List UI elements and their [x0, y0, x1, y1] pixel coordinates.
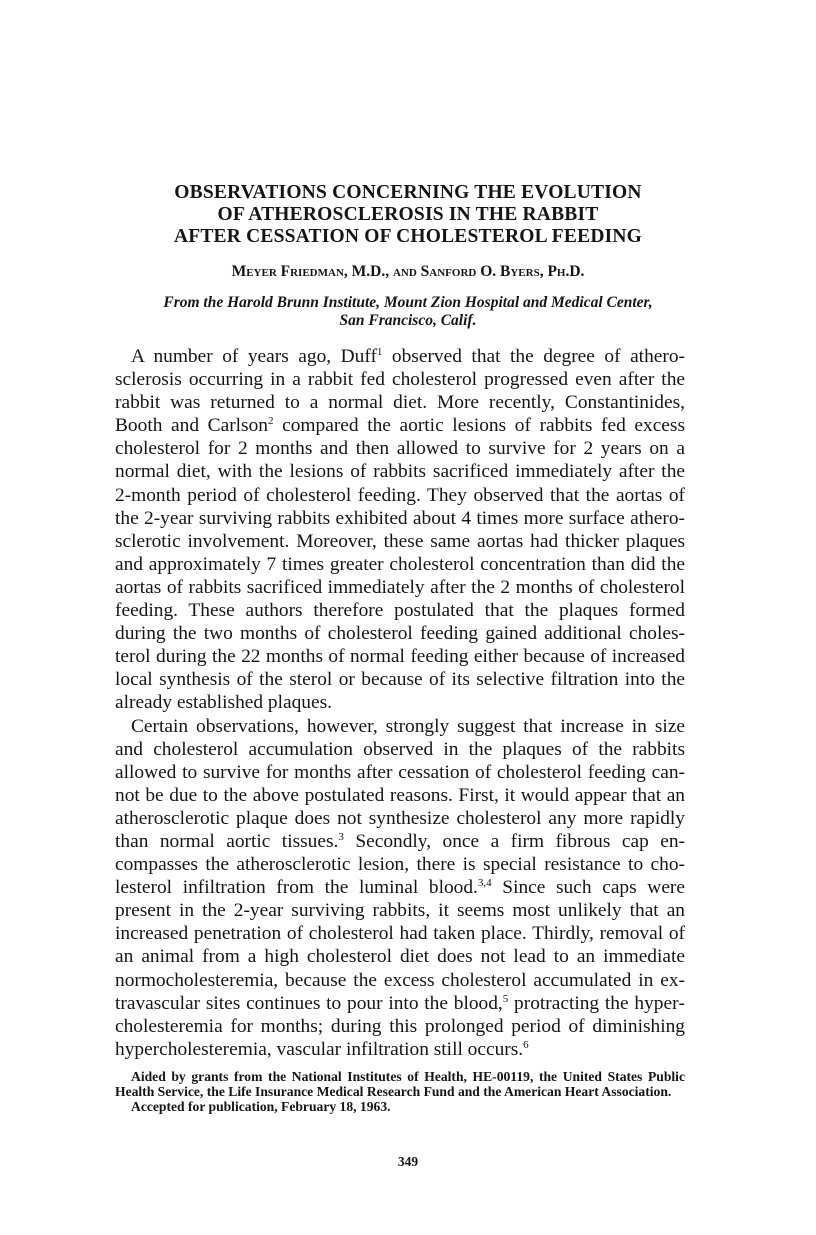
affiliation: [110, 294, 706, 330]
text-run: compared the aortic lesions of rabbits fed excess cholesterol for 2 months and then allowed to survive for 2 years on a normal diet, with the lesions of rabbits sacrificed immediately after the 2-month period of cholesterol feeding. They observed that the aortas of the 2-year surviving rabbits exhibited about 4 times more surface atherosclerotic involvement. Moreover, these same aortas had thicker plaques and approximately 7 times greater cholesterol concentration than did the aortas of rabbits sacrificed immediately after the 2 months of cholesterol feeding. These authors therefore postulated that the plaques formed during the two months of cholesterol feeding gained additional cholesterol during the 22 months of normal feeding either because of increased local synthesis of the sterol or because of its selective filtration into the already established plaques.: [115, 415, 686, 714]
reference-marker: 6: [523, 1038, 529, 1051]
footnote-grants: Aided by grants from the National Institutes of Health, HE-00119, the United States Public Health Service, the Life Insurance Medical Research Fund and the American Heart Association.: [115, 1069, 685, 1099]
text-run: protracting the hypercholesteremia for months; during this prolonged period of diminishing hypercholesteremia, vascular infiltration still occurs.: [115, 992, 685, 1060]
text-run: Certain observations, however, strongly suggest that increase in size and cholesterol accumulation observed in the plaques of the rabbits allowed to survive for months after cessation of cholesterol feeding cannot be due to the above postulated reasons. First, it would appear that an atherosclerotic plaque does not synthesize cholesterol any more rapidly than normal aortic tissues.: [115, 715, 685, 852]
reference-marker: 1: [376, 346, 383, 358]
reference-marker: 5: [502, 992, 509, 1005]
body-paragraph-2: [115, 715, 685, 1061]
text-run: Secondly, once a firm fibrous cap encompasses the atherosclerotic lesion, there is special resistance to cholesterol infiltration from the luminal blood.: [115, 830, 685, 899]
article-title: [110, 182, 706, 248]
affiliation-line-1: From the Harold Brunn Institute, Mount Zion Hospital and Medical Center,: [163, 294, 653, 311]
reference-marker: 3: [338, 830, 344, 843]
text-run: A number of years ago, Duff: [131, 346, 377, 367]
author-line: Meyer Friedman, M.D., and Sanford O. Byers, Ph.D.: [231, 263, 585, 280]
title-line-2: OF ATHEROSCLEROSIS IN THE RABBIT: [217, 204, 599, 225]
title-line-3: AFTER CESSATION OF CHOLESTEROL FEEDING: [173, 226, 643, 247]
reference-marker: 2: [268, 415, 274, 428]
footnote-accepted: Accepted for publication, February 18, 1963.: [131, 1099, 391, 1114]
footnotes: [115, 1069, 685, 1114]
body-paragraph-1: [115, 345, 685, 715]
affiliation-line-2: San Francisco, Calif.: [339, 312, 477, 329]
article-body: [115, 345, 685, 1061]
page-number: 349: [397, 1154, 419, 1169]
title-line-1: OBSERVATIONS CONCERNING THE EVOLUTION: [174, 182, 642, 203]
text-run: Since such caps were present in the 2-year surviving rabbits, it seems most unlikely that an increased penetration of cholesterol had taken place. Thirdly, removal of an animal from a high cholesterol diet does not lead to an immediate normocholesteremia, because the excess cholesterol accumulated in extravascular sites continues to pour into the blood,: [115, 877, 685, 1014]
text-run: observed that the degree of atherosclerosis occurring in a rabbit fed cholesterol progressed even after the rabbit was returned to a normal diet. More recently, Constantinides, Booth and Carlson: [115, 346, 685, 437]
reference-marker: 3,4: [477, 877, 492, 890]
